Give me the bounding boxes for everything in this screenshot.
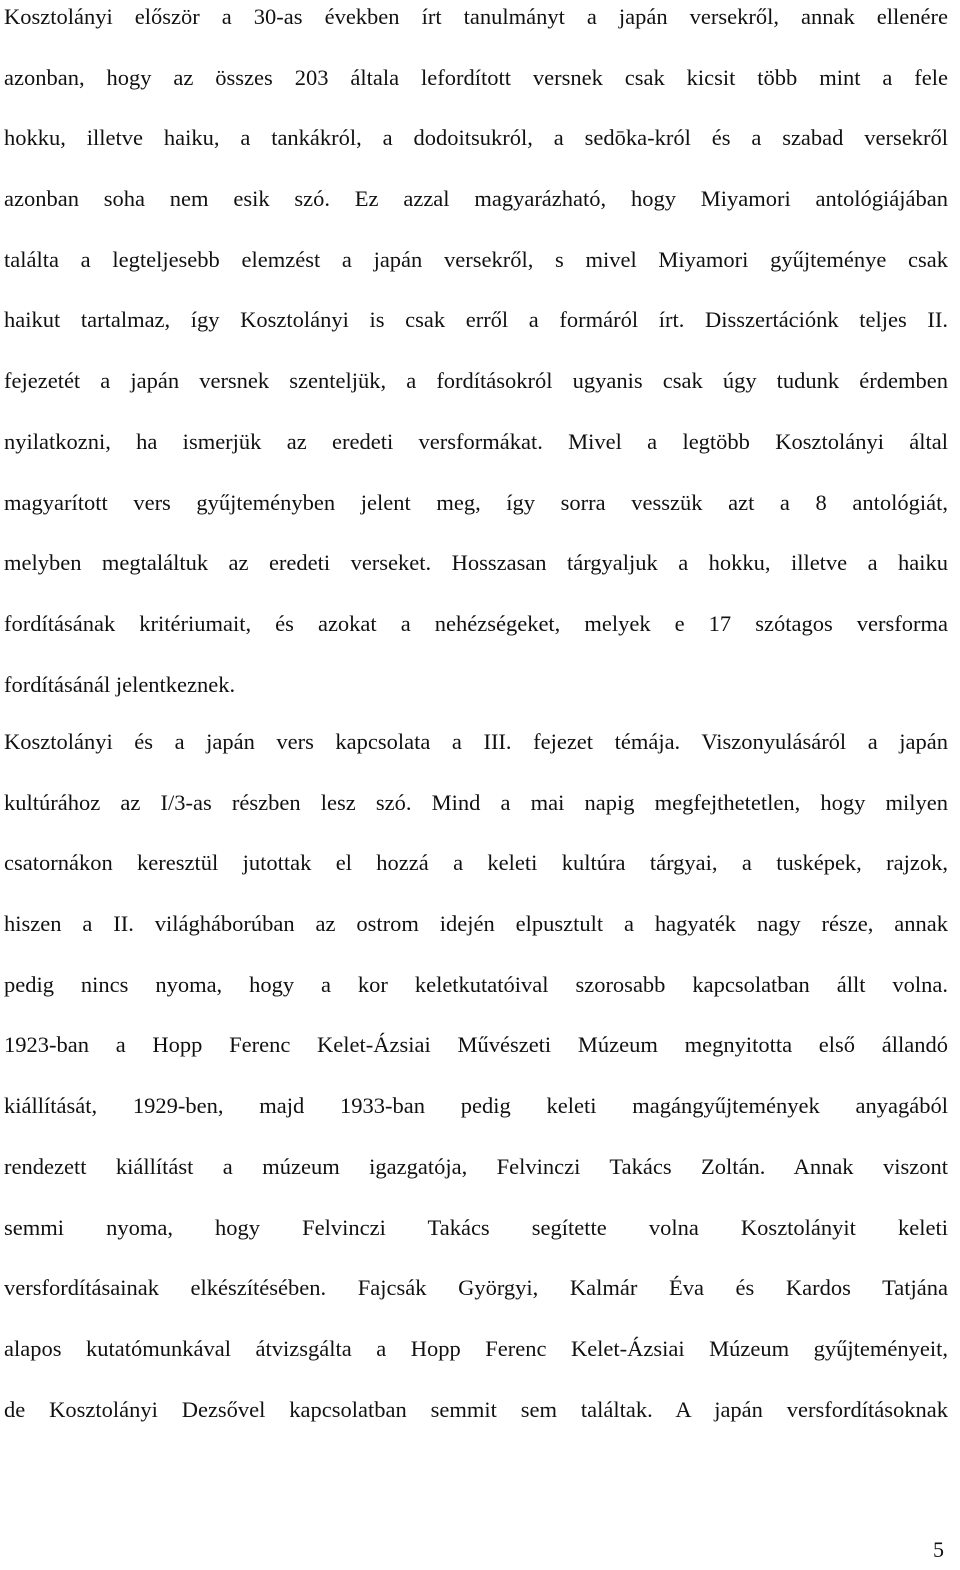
paragraph-2 — [4, 712, 948, 1440]
text-line: Kosztolányi először a 30-as években írt tanulmányt a japán versekről, annak ellenére — [4, 4, 948, 29]
text-line: találta a legteljesebb elemzést a japán versekről, s mivel Miyamori gyűjteménye csak — [4, 246, 948, 272]
text-line: 1923-ban a Hopp Ferenc Kelet-Ázsiai Művészeti Múzeum megnyitotta első állandó — [4, 1032, 948, 1058]
text-line: kultúrához az I/3-as részben lesz szó. Mind a mai napig megfejthetetlen, hogy milyen — [4, 789, 948, 815]
text-line: versfordításainak elkészítésében. Fajcsák Györgyi, Kalmár Éva és Kardos Tatjána — [4, 1275, 948, 1301]
text-line: melyben megtaláltuk az eredeti verseket. Hosszasan tárgyaljuk a hokku, illetve a haiku — [4, 550, 948, 576]
text-line: magyarított vers gyűjteményben jelent meg, így sorra vesszük azt a 8 antológiát, — [4, 489, 948, 515]
text-line: fordításának kritériumait, és azokat a nehézségeket, melyek e 17 szótagos versforma — [4, 610, 948, 636]
text-line: de Kosztolányi Dezsővel kapcsolatban semmit sem találtak. A japán versfordításoknak — [4, 1396, 948, 1422]
text-line: hokku, illetve haiku, a tankákról, a dodoitsukról, a sedōka-król és a szabad versekről — [4, 125, 948, 151]
text-line: Kosztolányi és a japán vers kapcsolata a III. fejezet témája. Viszonyulásáról a japán — [4, 729, 948, 754]
text-line: hiszen a II. világháborúban az ostrom idején elpusztult a hagyaték nagy része, annak — [4, 911, 948, 937]
text-line: azonban soha nem esik szó. Ez azzal magyarázható, hogy Miyamori antológiájában — [4, 186, 948, 212]
text-line: alapos kutatómunkával átvizsgálta a Hopp Ferenc Kelet-Ázsiai Múzeum gyűjteményeit, — [4, 1335, 948, 1361]
text-line: csatornákon keresztül jutottak el hozzá a keleti kultúra tárgyai, a tusképek, rajzok, — [4, 850, 948, 876]
paragraph-1 — [4, 0, 948, 715]
text-line: haikut tartalmaz, így Kosztolányi is csak erről a formáról írt. Disszertációnk teljes II. — [4, 307, 948, 333]
text-line: pedig nincs nyoma, hogy a kor keletkutatóival szorosabb kapcsolatban állt volna. — [4, 971, 948, 997]
text-line: rendezett kiállítást a múzeum igazgatója, Felvinczi Takács Zoltán. Annak viszont — [4, 1153, 948, 1179]
text-line: fordításánál jelentkeznek. — [4, 671, 236, 697]
text-line: semmi nyoma, hogy Felvinczi Takács segítette volna Kosztolányit keleti — [4, 1214, 948, 1240]
text-line: fejezetét a japán versnek szenteljük, a fordításokról ugyanis csak úgy tudunk érdemben — [4, 368, 948, 394]
page-number: 5 — [933, 1537, 944, 1562]
text-line: nyilatkozni, ha ismerjük az eredeti versformákat. Mivel a legtöbb Kosztolányi által — [4, 428, 948, 454]
text-line: kiállítását, 1929-ben, majd 1933-ban pedig keleti magángyűjtemények anyagából — [4, 1093, 948, 1119]
text-line: azonban, hogy az összes 203 általa lefordított versnek csak kicsit több mint a fele — [4, 64, 948, 90]
document-page — [4, 0, 948, 1570]
